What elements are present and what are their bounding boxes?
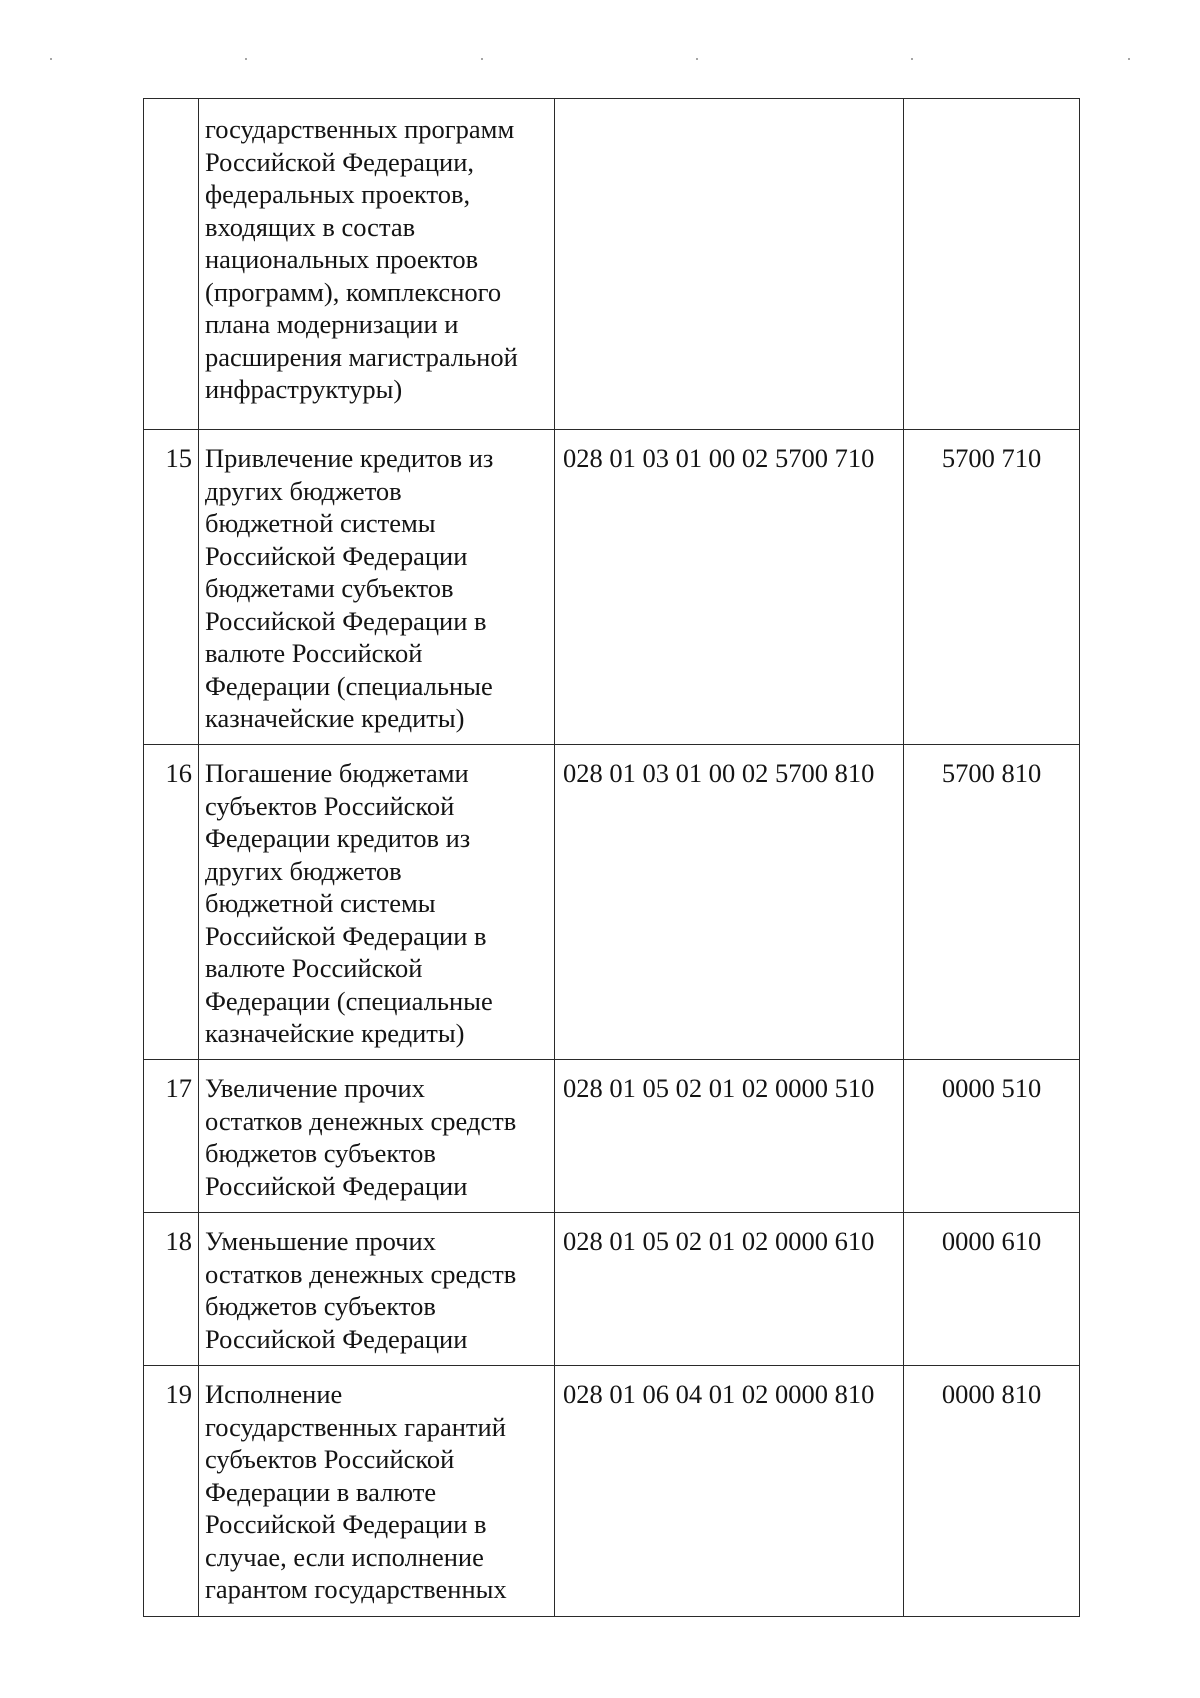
description-line: гарантом государственных: [205, 1574, 507, 1604]
description-line: Федерации кредитов из: [205, 823, 471, 853]
description-line: расширения магистральной: [205, 341, 518, 372]
description-line: Погашение бюджетами: [205, 758, 469, 788]
row-description: [199, 1366, 555, 1617]
table-row: [144, 1213, 1080, 1366]
row-number: 18: [144, 1213, 199, 1366]
row-number: 16: [144, 745, 199, 1060]
row-description: [199, 1060, 555, 1213]
row-description: [199, 99, 555, 430]
budget-code: 028 01 03 01 00 02 5700 810: [555, 745, 904, 1060]
table-row: [144, 745, 1080, 1060]
description-line: Уменьшение прочих: [205, 1226, 436, 1256]
table-row: [144, 1060, 1080, 1213]
scan-speck: [245, 58, 247, 60]
short-code: 0000 510: [904, 1060, 1080, 1213]
row-description: [199, 745, 555, 1060]
description-line: казначейские кредиты): [205, 703, 465, 733]
description-line: бюджетов субъектов: [205, 1138, 436, 1168]
description-line: Федерации в валюте: [205, 1476, 437, 1507]
description-line: инфраструктуры): [205, 374, 403, 404]
description-line: федеральных проектов,: [205, 179, 471, 209]
description-line: других бюджетов: [205, 855, 402, 886]
row-description: [199, 1213, 555, 1366]
description-line: Федерации (специальные: [205, 670, 493, 701]
description-line: субъектов Российской: [205, 790, 455, 821]
description-line: бюджетной системы: [205, 888, 436, 918]
budget-code: 028 01 05 02 01 02 0000 610: [555, 1213, 904, 1366]
description-line: Исполнение: [205, 1379, 343, 1409]
scan-speck: [481, 58, 483, 60]
table-row: [144, 99, 1080, 430]
description-line: других бюджетов: [205, 475, 402, 506]
short-code: 5700 710: [904, 430, 1080, 745]
short-code: [904, 99, 1080, 430]
description-line: бюджетов субъектов: [205, 1291, 436, 1321]
row-number: 15: [144, 430, 199, 745]
budget-code: 028 01 05 02 01 02 0000 510: [555, 1060, 904, 1213]
row-number: [144, 99, 199, 430]
description-line: национальных проектов: [205, 244, 479, 274]
description-line: валюте Российской: [205, 638, 423, 668]
description-line: Российской Федерации в: [205, 605, 487, 636]
description-line: субъектов Российской: [205, 1444, 455, 1474]
description-line: плана модернизации и: [205, 309, 459, 339]
short-code: 0000 610: [904, 1213, 1080, 1366]
description-line: Российской Федерации,: [205, 146, 474, 177]
description-line: Российской Федерации в: [205, 1509, 487, 1539]
short-code: 5700 810: [904, 745, 1080, 1060]
description-line: остатков денежных средств: [205, 1105, 517, 1136]
description-line: остатков денежных средств: [205, 1258, 517, 1289]
scan-speck: [50, 58, 52, 60]
table-row: [144, 1366, 1080, 1617]
scan-speck: [696, 58, 698, 60]
description-line: бюджетами субъектов: [205, 573, 454, 603]
description-line: валюте Российской: [205, 953, 423, 983]
short-code: 0000 810: [904, 1366, 1080, 1617]
row-description: [199, 430, 555, 745]
description-line: бюджетной системы: [205, 508, 436, 538]
row-number: 17: [144, 1060, 199, 1213]
scan-speck: [911, 58, 913, 60]
description-line: государственных программ: [205, 114, 515, 144]
description-line: Федерации (специальные: [205, 985, 493, 1016]
description-line: случае, если исполнение: [205, 1541, 484, 1572]
description-line: (программ), комплексного: [205, 276, 502, 307]
description-line: Российской Федерации: [205, 540, 468, 571]
row-number: 19: [144, 1366, 199, 1617]
description-line: Привлечение кредитов из: [205, 443, 494, 473]
description-line: казначейские кредиты): [205, 1018, 465, 1048]
description-line: государственных гарантий: [205, 1411, 506, 1442]
description-line: Российской Федерации: [205, 1170, 468, 1201]
budget-code: 028 01 03 01 00 02 5700 710: [555, 430, 904, 745]
budget-sources-table: [143, 98, 1080, 1617]
description-line: входящих в состав: [205, 211, 416, 242]
budget-code: 028 01 06 04 01 02 0000 810: [555, 1366, 904, 1617]
budget-code: [555, 99, 904, 430]
scan-speck: [1128, 58, 1130, 60]
table-row: [144, 430, 1080, 745]
description-line: Российской Федерации: [205, 1323, 468, 1354]
description-line: Увеличение прочих: [205, 1073, 425, 1103]
description-line: Российской Федерации в: [205, 920, 487, 951]
